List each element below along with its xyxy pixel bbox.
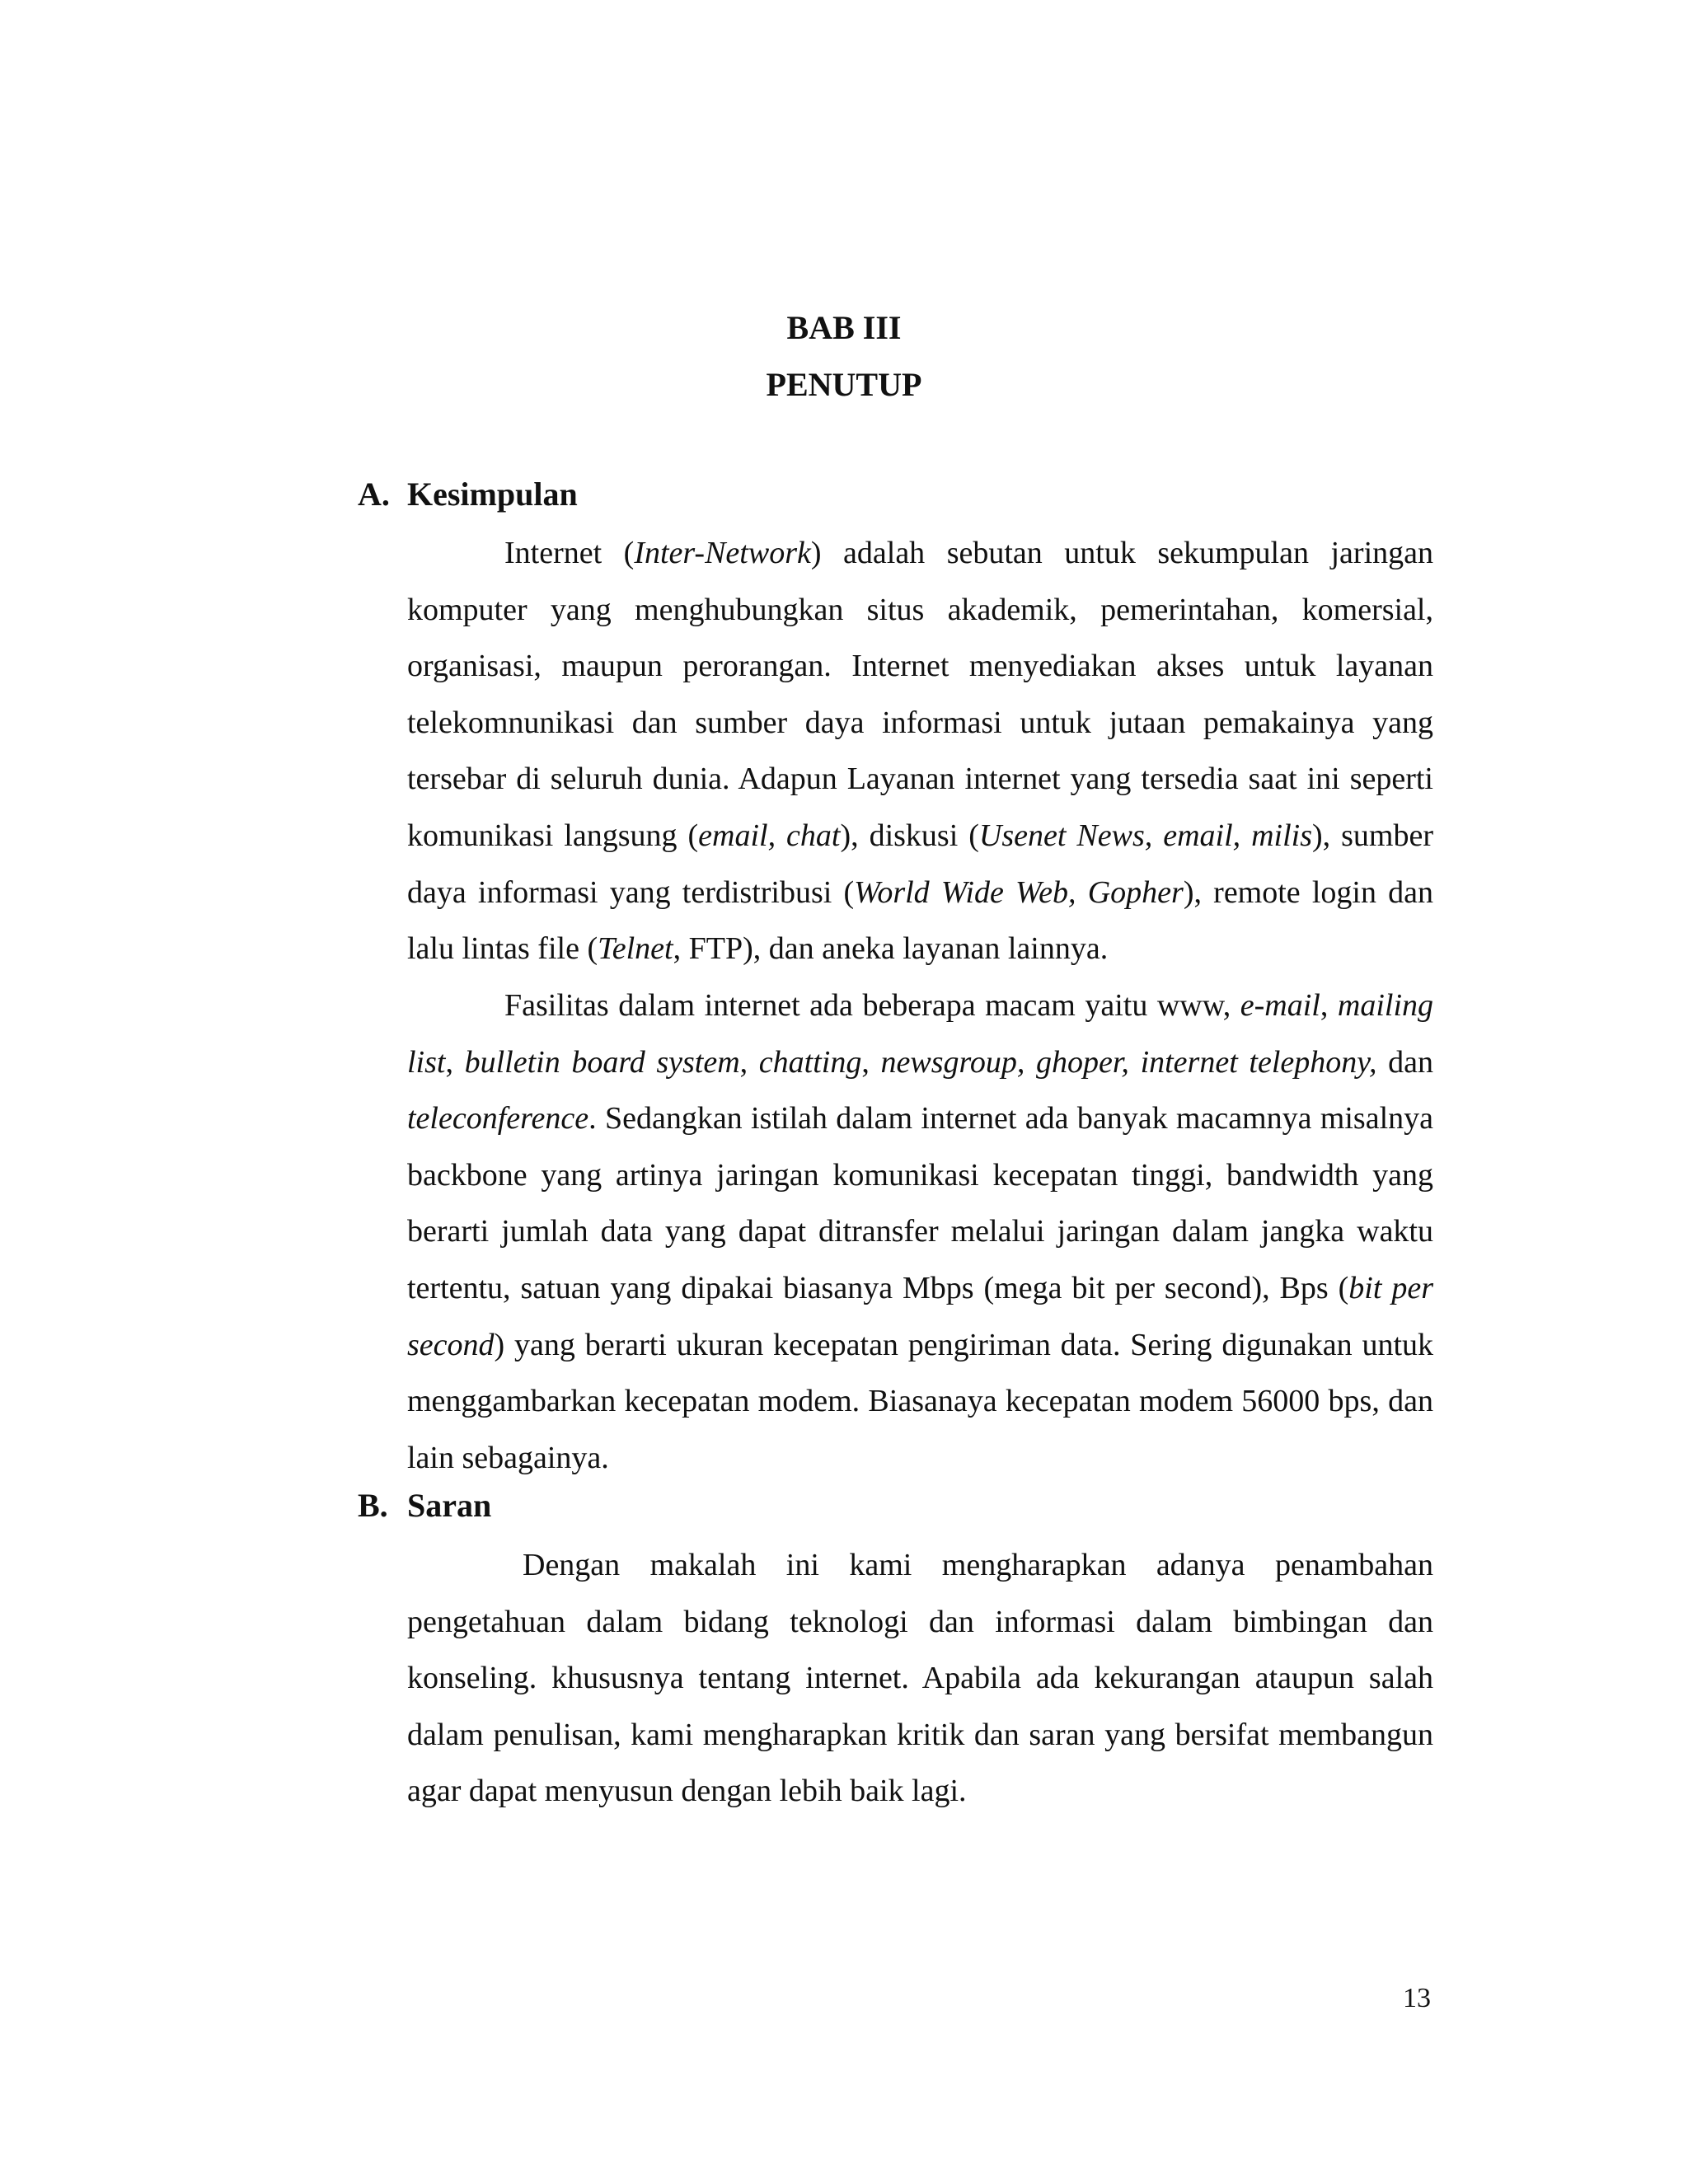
section-letter: B. <box>358 1487 388 1524</box>
italic-term: World Wide Web, Gopher <box>854 874 1184 910</box>
italic-term: teleconference <box>407 1101 589 1137</box>
text-run: , <box>1320 988 1338 1023</box>
text-run: , FTP), dan aneka layanan lainnya. <box>673 931 1109 967</box>
paragraph-kesimpulan-2 <box>407 977 1433 1486</box>
text-run: ), remote login dan lalu lintas file ( <box>407 874 1434 967</box>
text-run: Dengan makalah ini kami mengharapkan adanya penambahan pengetahuan dalam bidang teknologi dan informasi dalam bimbingan dan konseling. khususnya tentang internet. Apabila ada kekurangan ataupun salah dalam penulisan, kami mengharapkan kritik dan saran yang bersifat membangun agar dapat menyusun dengan lebih baik lagi. <box>407 1548 1433 1809</box>
paragraph-saran-1 <box>407 1537 1433 1820</box>
text-run: dan <box>1376 1044 1434 1080</box>
italic-term: bit per second <box>407 1270 1433 1362</box>
text-run: Fasilitas dalam internet ada beberapa macam yaitu www, <box>504 988 1240 1023</box>
paragraph-kesimpulan-1 <box>407 525 1433 977</box>
text-run: Internet ( <box>504 536 635 570</box>
italic-term: mailing list <box>407 988 1434 1080</box>
italic-term: Usenet News, email, milis <box>978 818 1313 853</box>
text-run: , <box>739 1044 759 1080</box>
italic-term: email, chat <box>698 818 841 853</box>
italic-term: Inter-Network <box>634 536 811 570</box>
chapter-number: BAB III <box>786 309 902 346</box>
section-title: Saran <box>407 1487 492 1524</box>
text-run: , <box>861 1044 881 1080</box>
italic-term: newsgroup, ghoper, internet telephony, <box>880 1044 1377 1080</box>
italic-term: e-mail <box>1240 988 1320 1023</box>
page-number: 13 <box>1403 1983 1431 2013</box>
section-heading-b <box>358 1486 491 1526</box>
chapter-title: PENUTUP <box>766 366 922 403</box>
section-letter: A. <box>358 476 390 513</box>
section-title: Kesimpulan <box>407 476 578 513</box>
text-run: , <box>445 1044 465 1080</box>
text-run: ) adalah sebutan untuk sekumpulan jaringan komputer yang menghubungkan situs akademik, pemerintahan, komersial, organisasi, maupun perorangan. Internet menyediakan akses untuk layanan telekomnunikasi dan sumber daya informasi untuk jutaan pemakainya yang tersebar di seluruh dunia. Adapun Layanan internet yang tersedia saat ini seperti komunikasi langsung ( <box>407 536 1433 853</box>
italic-term: bulletin board system <box>464 1044 740 1080</box>
text-run: ), diskusi ( <box>840 818 979 853</box>
italic-term: Telnet <box>598 931 673 967</box>
italic-term: chatting <box>758 1044 862 1080</box>
text-run: ) yang berarti ukuran kecepatan pengiriman data. Sering digunakan untuk menggambarkan kecepatan modem. Biasanaya kecepatan modem 56000 bps, dan lain sebagainya. <box>407 1327 1433 1475</box>
text-run: ), sumber daya informasi yang terdistribusi ( <box>407 818 1434 910</box>
text-run: . Sedangkan istilah dalam internet ada banyak macamnya misalnya backbone yang artinya jaringan komunikasi kecepatan tinggi, bandwidth yang berarti jumlah data yang dapat ditransfer melalui jaringan dalam jangka waktu tertentu, satuan yang dipakai biasanya Mbps (mega bit per second), Bps ( <box>407 1101 1433 1305</box>
section-heading-a <box>358 475 578 514</box>
